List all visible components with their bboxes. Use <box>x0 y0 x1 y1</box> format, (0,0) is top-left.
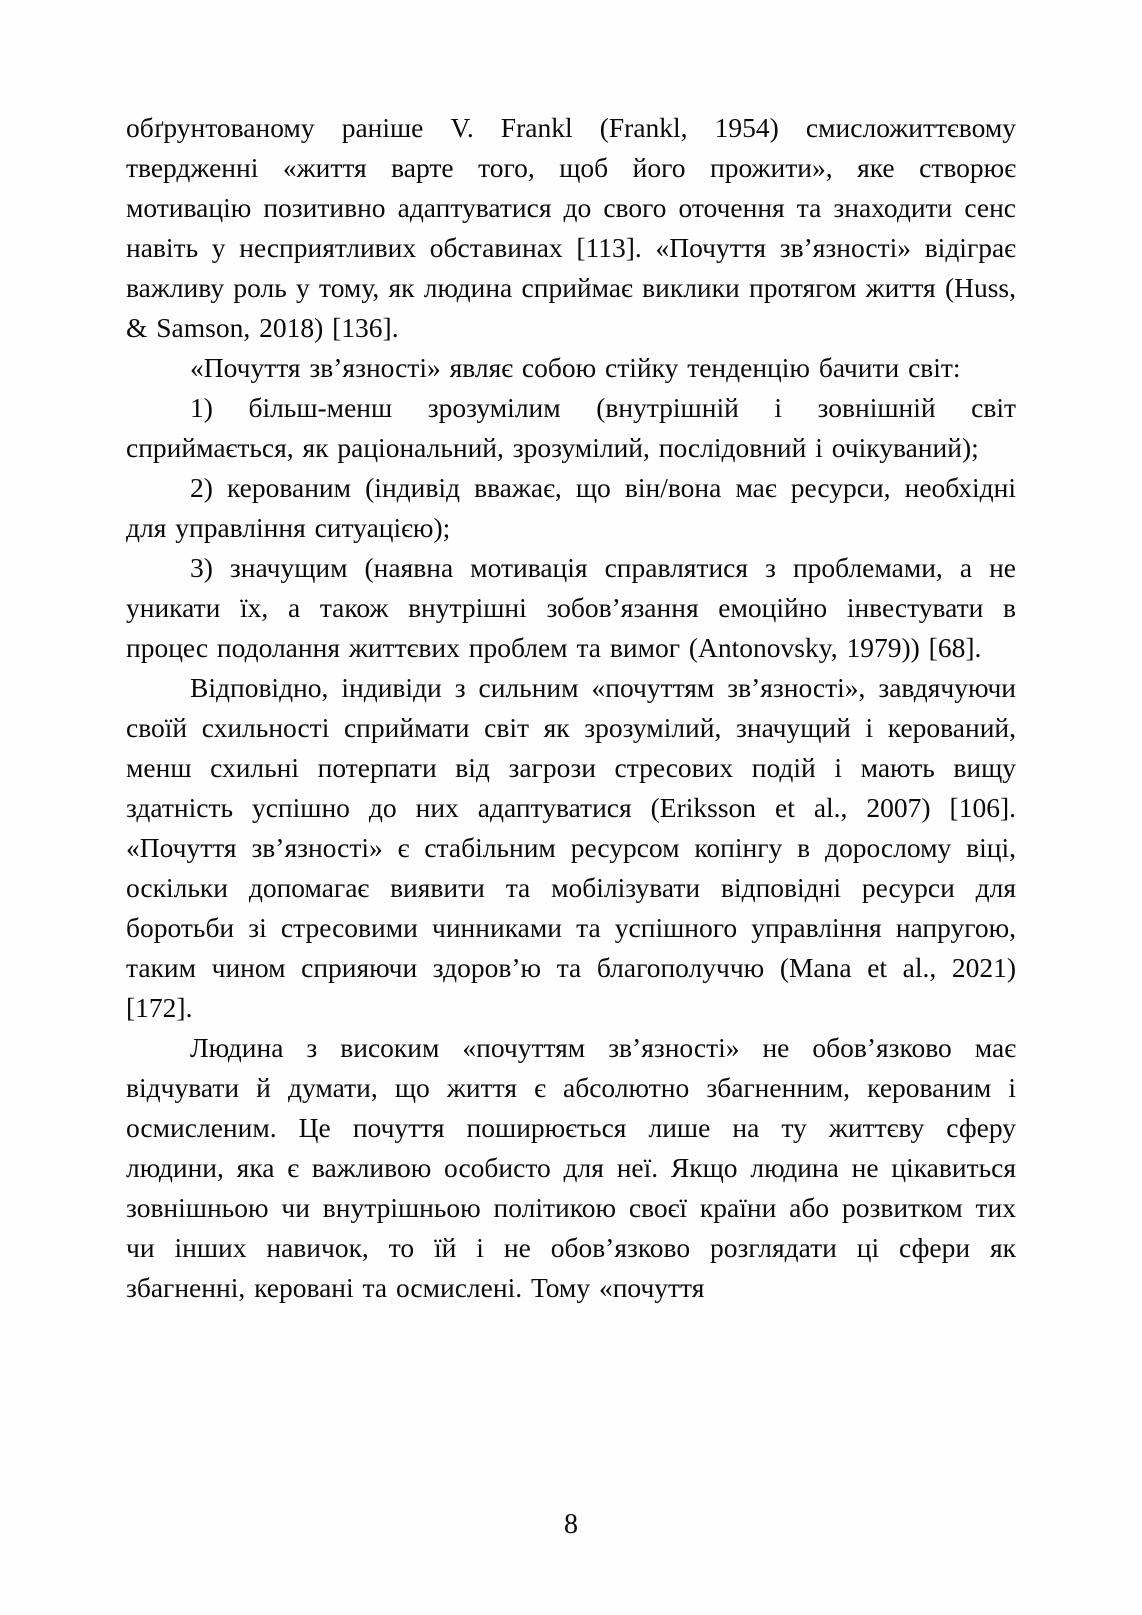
paragraph: «Почуття зв’язності» являє собою стійку тенденцію бачити світ: <box>190 352 961 383</box>
paragraph: 3) значущим (наявна мотивація справлятися з проблемами, а не уникати їх, а також внутрішні зобов’язання емоційно інвестувати в процес подолання життєвих проблем та вимог (Antonovsky, 1979)) [68]. <box>126 552 1016 663</box>
paragraph: обґрунтованому раніше V. Frankl (Frankl, 1954) смисложиттєвому твердженні «життя варте того, щоб його прожити», яке створює мотивацію позитивно адаптуватися до свого оточення та знаходити сенс навіть у несприятливих обставинах [113]. «Почуття зв’язності» відіграє важливу роль у тому, як людина сприймає виклики протягом життя (Huss, & Samson, 2018) [136]. <box>126 112 1016 343</box>
paragraph: Відповідно, індивіди з сильним «почуттям зв’язності», завдячуючи своїй схильності сприймати світ як зрозумілий, значущий і керований, менш схильні потерпати від загрози стресових подій і мають вищу здатність успішно до них адаптуватися (Eriksson et al., 2007) [106]. «Почуття зв’язності» є стабільним ресурсом копінгу в дорослому віці, оскільки допомагає виявити та мобілізувати відповідні ресурси для боротьби зі стресовими чинниками та успішного управління напругою, таким чином сприяючи здоров’ю та благополуччю (Mana et al., 2021) [172]. <box>126 672 1016 1023</box>
paragraph: 2) керованим (індивід вважає, що він/вона має ресурси, необхідні для управління ситуацією); <box>126 472 1016 543</box>
paragraph: Людина з високим «почуттям зв’язності» не обов’язково має відчувати й думати, що життя є абсолютно збагненним, керованим і осмисленим. Це почуття поширюється лише на ту життєву сферу людини, яка є важливою особисто для неї. Якщо людина не цікавиться зовнішньою чи внутрішньою політикою своєї країни або розвитком тих чи інших навичок, то їй і не обов’язково розглядати ці сфери як збагненні, керовані та осмислені. Тому «почуття <box>126 1032 1016 1303</box>
page-number: 8 <box>564 1509 578 1540</box>
text-block <box>126 108 1016 1308</box>
paragraph: 1) більш-менш зрозумілим (внутрішній і зовнішній світ сприймається, як раціональний, зрозумілий, послідовний і очікуваний); <box>126 392 1016 463</box>
